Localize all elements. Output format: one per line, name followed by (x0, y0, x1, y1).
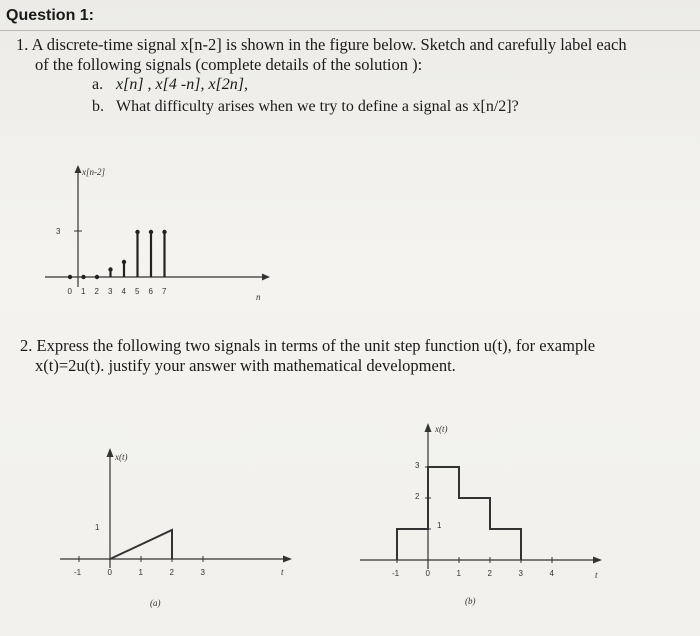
y-tick-1: 1 (95, 523, 100, 532)
q1-a-text: x[n] , x[4 -n], x[2n], (116, 76, 248, 93)
caption-a: (a) (150, 598, 161, 608)
x-tick-label: 0 (107, 568, 112, 577)
y-axis-arrow (75, 165, 82, 173)
x-axis-arrow (262, 274, 270, 281)
q2-line1: 2. Express the following two signals in terms of the unit step function u(t), for example (20, 336, 596, 355)
q1-b-marker: b. (92, 98, 104, 115)
x-tick-label: 3 (108, 287, 113, 296)
stem-point (95, 275, 99, 279)
signal-a-title: x(t) (115, 452, 128, 462)
x-tick-label: 6 (148, 287, 153, 296)
y-axis-arrow (107, 448, 114, 457)
q1-b-text: What difficulty arises when we try to define a signal as x[n/2]? (116, 98, 519, 115)
x-tick-label: 4 (549, 569, 554, 578)
y-tick-3: 3 (415, 461, 420, 470)
x-axis-label-n: n (256, 292, 261, 302)
x-tick-label: 2 (169, 568, 174, 577)
staircase-signal-line (397, 467, 521, 560)
signal-b-plot (355, 415, 615, 615)
x-tick-label: 1 (81, 287, 86, 296)
signal-a-plot (55, 440, 305, 615)
stem-point (68, 275, 72, 279)
q2-line2: x(t)=2u(t). justify your answer with mathematical development. (35, 356, 456, 375)
stem-point (149, 230, 153, 234)
y-tick-3: 3 (56, 227, 61, 236)
x-tick-label: 0 (67, 287, 72, 296)
ramp-signal-line (110, 530, 172, 559)
signal-b-title: x(t) (435, 424, 448, 434)
stem-plot-title: x[n-2] (82, 167, 105, 177)
y-tick-2: 2 (415, 492, 420, 501)
x-axis-label-t: t (595, 570, 598, 580)
stem-point (162, 230, 166, 234)
stem-point (81, 275, 85, 279)
x-tick-label: 3 (200, 568, 205, 577)
q1-a-marker: a. (92, 76, 104, 93)
x-axis-label-t: t (281, 567, 284, 577)
stem-point (135, 230, 139, 234)
caption-b: (b) (465, 596, 476, 606)
x-tick-label: 3 (518, 569, 523, 578)
x-tick-label: 4 (121, 287, 126, 296)
stem-plot-x-n-minus-2 (40, 160, 280, 310)
x-axis-arrow (593, 557, 602, 564)
x-tick-label: -1 (392, 569, 400, 578)
header-divider (0, 30, 700, 31)
y-axis-arrow (425, 423, 432, 432)
x-axis-arrow (283, 556, 292, 563)
stem-point (108, 267, 112, 271)
x-tick-label: 1 (138, 568, 143, 577)
x-tick-label: 2 (94, 287, 99, 296)
question-title: Question 1: (6, 7, 95, 24)
x-tick-label: 2 (487, 569, 492, 578)
q1-line1: 1. A discrete-time signal x[n-2] is shown in the figure below. Sketch and carefully label each (16, 35, 627, 54)
x-tick-label: 1 (456, 569, 461, 578)
y-tick-1: 1 (437, 521, 442, 530)
q1-line2: of the following signals (complete details of the solution ): (35, 55, 423, 74)
x-tick-label: 0 (425, 569, 430, 578)
x-tick-label: 7 (162, 287, 167, 296)
stem-point (122, 260, 126, 264)
x-tick-label: -1 (74, 568, 82, 577)
x-tick-label: 5 (135, 287, 140, 296)
